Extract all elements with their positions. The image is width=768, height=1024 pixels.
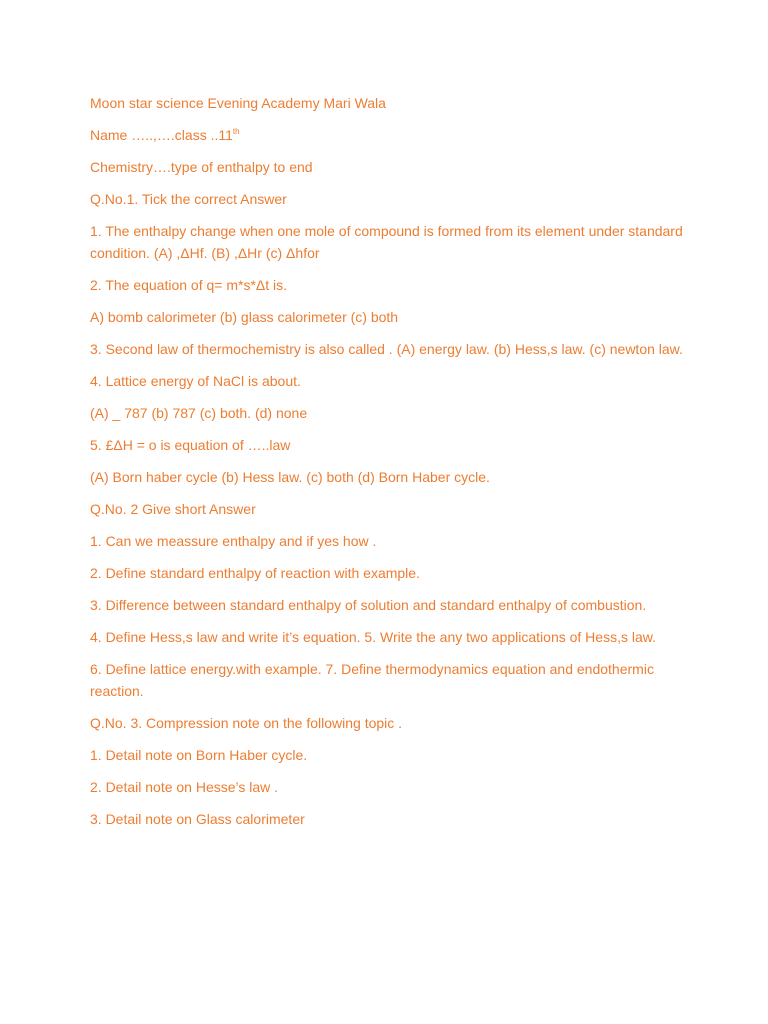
section3-item: 3. Detail note on Glass calorimeter bbox=[90, 811, 305, 827]
section1-item: A) bomb calorimeter (b) glass calorimeter (c) both bbox=[90, 309, 399, 325]
section3-item: 2. Detail note on Hesse’s law . bbox=[90, 779, 279, 795]
class-superscript: th bbox=[232, 127, 240, 136]
section2-item: 1. Can we meassure enthalpy and if yes how . bbox=[90, 533, 377, 549]
section2-item: 6. Define lattice energy.with example. 7. Define thermodynamics equation and endothermic reaction. bbox=[90, 661, 654, 699]
section1-item: 3. Second law of thermochemistry is also called . (A) energy law. (b) Hess,s law. (c) newton law. bbox=[90, 341, 683, 357]
section1-item: (A) _ 787 (b) 787 (c) both. (d) none bbox=[90, 405, 308, 421]
section1-heading: Q.No.1. Tick the correct Answer bbox=[90, 191, 287, 207]
section3-heading: Q.No. 3. Compression note on the following topic . bbox=[90, 715, 403, 731]
academy-title: Moon star science Evening Academy Mari Wala bbox=[90, 95, 386, 111]
name-class-text: Name …..,….class ..11 bbox=[90, 127, 233, 143]
subject-line: Chemistry….type of enthalpy to end bbox=[90, 159, 313, 175]
section1-item: 5. £ΔH = o is equation of …..law bbox=[90, 437, 291, 453]
name-class-line bbox=[90, 124, 690, 146]
section1-item: 2. The equation of q= m*s*Δt is. bbox=[90, 277, 288, 293]
section2-item: 2. Define standard enthalpy of reaction with example. bbox=[90, 565, 420, 581]
section2-item: 3. Difference between standard enthalpy of solution and standard enthalpy of combustion. bbox=[90, 597, 647, 613]
section1-item: (A) Born haber cycle (b) Hess law. (c) both (d) Born Haber cycle. bbox=[90, 469, 490, 485]
section3-item: 1. Detail note on Born Haber cycle. bbox=[90, 747, 308, 763]
section1-item: 1. The enthalpy change when one mole of compound is formed from its element under standard condition. (A) ,ΔHf. (B) ,ΔHr (c) Δhfor bbox=[90, 223, 683, 261]
section2-heading: Q.No. 2 Give short Answer bbox=[90, 501, 256, 517]
document-page bbox=[90, 92, 690, 840]
section1-item: 4. Lattice energy of NaCl is about. bbox=[90, 373, 301, 389]
section2-item: 4. Define Hess,s law and write it’s equation. 5. Write the any two applications of Hess,s law. bbox=[90, 629, 656, 645]
